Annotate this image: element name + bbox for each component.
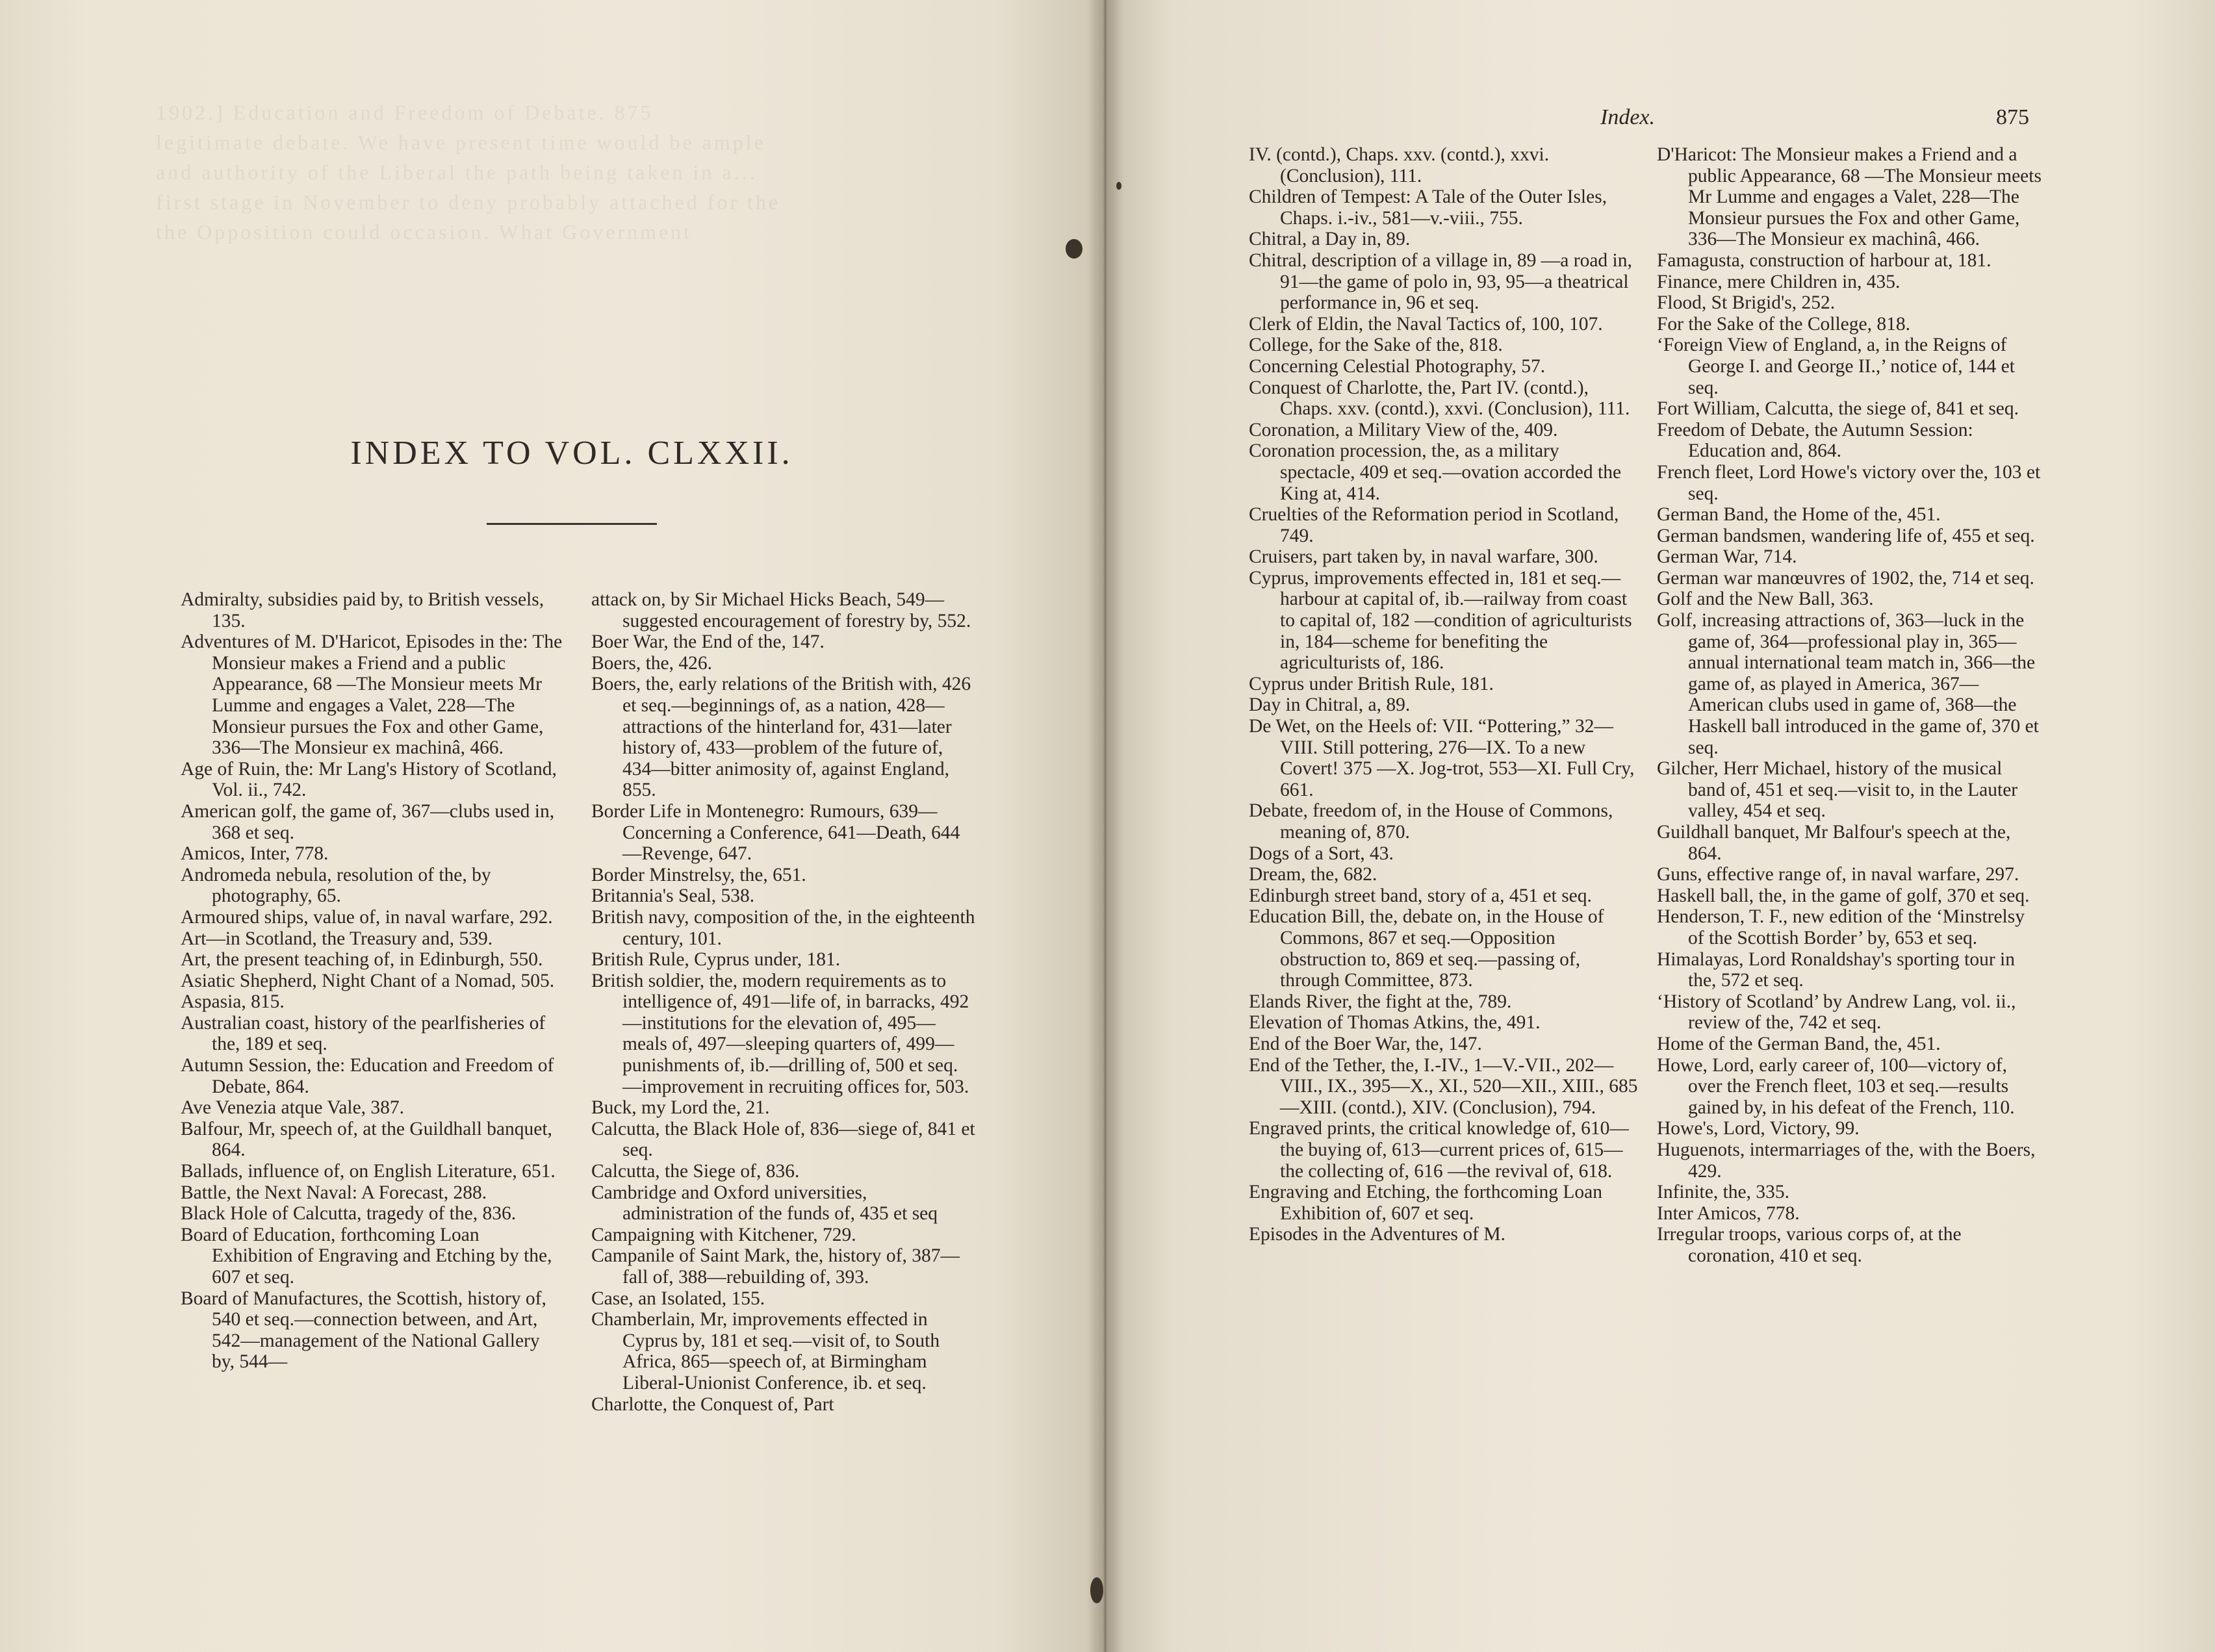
index-entry: De Wet, on the Heels of: VII. “Pottering,” 32—VIII. Still pottering, 276—IX. To a new Covert! 375 —X. Jog-trot, 553—XI. Full Cry, 661. <box>1249 716 1635 800</box>
show-through-line: legitimate debate. We have present time would be ample <box>156 131 766 154</box>
index-entry: Autumn Session, the: Education and Freedom of Debate, 864. <box>181 1055 554 1097</box>
index-entry: Board of Education, forthcoming Loan Exhibition of Engraving and Etching by the, 607 et seq. <box>181 1224 552 1288</box>
index-entry: German War, 714. <box>1657 546 1797 568</box>
index-entry: Case, an Isolated, 155. <box>591 1288 765 1309</box>
index-entry: Britannia's Seal, 538. <box>591 885 755 907</box>
index-entry: Children of Tempest: A Tale of the Outer Isles, Chaps. i.-iv., 581—v.-viii., 755. <box>1249 186 1607 229</box>
binding-mark <box>1090 1577 1103 1603</box>
index-entry: D'Haricot: The Monsieur makes a Friend and a public Appearance, 68 —The Monsieur meets Mr Lumme and engages a Valet, 228—The Monsieur pursues the Fox and other Game, 336—The Monsieur ex machinâ, 466. <box>1657 144 2042 250</box>
index-entry: Australian coast, history of the pearlfisheries of the, 189 et seq. <box>181 1012 546 1055</box>
index-entry: British Rule, Cyprus under, 181. <box>591 949 841 971</box>
index-entry: Campaigning with Kitchener, 729. <box>591 1224 856 1245</box>
index-entry: British navy, composition of the, in the eighteenth century, 101. <box>591 906 975 949</box>
index-entry: Ballads, influence of, on English Literature, 651. <box>181 1161 556 1182</box>
page-number: 875 <box>1996 105 2029 129</box>
index-entry: Finance, mere Children in, 435. <box>1657 271 1901 292</box>
index-entry: Cyprus, improvements effected in, 181 et seq.—harbour at capital of, ib.—railway from coast to capital of, 182 —condition of agriculturists in, 184—scheme for benefiting the agriculturists of, 186. <box>1249 567 1632 674</box>
index-entry: Cruisers, part taken by, in naval warfare, 300. <box>1249 546 1598 568</box>
index-entry: American golf, the game of, 367—clubs used in, 368 et seq. <box>181 800 555 843</box>
index-entry: ‘History of Scotland’ by Andrew Lang, vol. ii., review of the, 742 et seq. <box>1657 991 2016 1034</box>
index-entry: Gilcher, Herr Michael, history of the musical band of, 451 et seq.—visit to, in the Lauter valley, 454 et seq. <box>1657 758 2018 822</box>
index-entry: End of the Tether, the, I.-IV., 1—V.-VII., 202—VIII., IX., 395—X., XI., 520—XII., XIII., 685—XIII. (contd.), XIV. (Conclusion), 794. <box>1249 1054 1638 1118</box>
index-entry: Campanile of Saint Mark, the, history of, 387—fall of, 388—rebuilding of, 393. <box>591 1245 960 1288</box>
index-entry: Boers, the, 426. <box>591 652 712 674</box>
index-entry: Coronation, a Military View of the, 409. <box>1249 419 1558 440</box>
index-entry: Amicos, Inter, 778. <box>181 843 329 865</box>
show-through-line: the Opposition could occasion. What Government <box>156 220 693 244</box>
index-entry: Cruelties of the Reformation period in Scotland, 749. <box>1249 504 1619 546</box>
left-column-1 <box>181 589 564 1373</box>
show-through-line: first stage in November to deny probably attached for the <box>156 190 781 214</box>
index-entry: End of the Boer War, the, 147. <box>1249 1033 1482 1054</box>
index-entry: Concerning Celestial Photography, 57. <box>1249 355 1546 377</box>
index-entry: Dogs of a Sort, 43. <box>1249 843 1394 864</box>
index-entry: Howe's, Lord, Victory, 99. <box>1657 1118 1860 1139</box>
index-entry: Adventures of M. D'Haricot, Episodes in the: The Monsieur makes a Friend and a public Appearance, 68 —The Monsieur meets Mr Lumme and engages a Valet, 228—The Monsieur pursues the Fox and other Game, 336—The Monsieur ex machinâ, 466. <box>181 631 563 759</box>
binding-mark <box>1066 239 1082 259</box>
index-entry: Guildhall banquet, Mr Balfour's speech at the, 864. <box>1657 822 2011 864</box>
right-page <box>1105 0 2215 1652</box>
binding-mark <box>1116 182 1121 190</box>
index-entry: Clerk of Eldin, the Naval Tactics of, 100, 107. <box>1249 313 1603 335</box>
show-through-line: and authority of the Liberal the path being taken in a... <box>156 160 758 184</box>
index-entry: Himalayas, Lord Ronaldshay's sporting tour in the, 572 et seq. <box>1657 948 2015 991</box>
index-entry: Chamberlain, Mr, improvements effected in Cyprus by, 181 et seq.—visit of, to South Africa, 865—speech of, at Birmingham Liberal-Unionist Conference, ib. et seq. <box>591 1309 940 1393</box>
index-entry: German war manœuvres of 1902, the, 714 et seq. <box>1657 567 2034 589</box>
index-entry: Balfour, Mr, speech of, at the Guildhall banquet, 864. <box>181 1118 552 1161</box>
right-column-1 <box>1249 144 1639 1245</box>
index-entry: Aspasia, 815. <box>181 991 285 1013</box>
index-entry: Calcutta, the Black Hole of, 836—siege of, 841 et seq. <box>591 1118 975 1161</box>
index-title-block <box>338 434 806 525</box>
index-entry: Freedom of Debate, the Autumn Session: Education and, 864. <box>1657 419 1973 462</box>
index-entry: Golf, increasing attractions of, 363—luck in the game of, 364—professional play in, 365—annual international team match in, 366—the game of, as played in America, 367—American clubs used in game of, 368—the Haskell ball introduced in the game of, 370 et seq. <box>1657 610 2039 758</box>
show-through-text <box>156 97 1001 247</box>
index-entry: For the Sake of the College, 818. <box>1657 313 1910 335</box>
index-entry: Fort William, Calcutta, the siege of, 841 et seq. <box>1657 398 2019 420</box>
title-rule <box>487 523 657 525</box>
index-entry: Admiralty, subsidies paid by, to British vessels, 135. <box>181 589 544 631</box>
index-entry: Border Minstrelsy, the, 651. <box>591 864 806 885</box>
index-entry: Cyprus under British Rule, 181. <box>1249 673 1494 694</box>
index-entry: British soldier, the, modern requirements as to intelligence of, 491—life of, in barracks, 492—institutions for the elevation of, 495—meals of, 497—sleeping quarters of, 499—punishments of, ib.—drilling of, 500 et seq.—improvement in recruiting offices for, 503. <box>591 970 969 1097</box>
index-entry: Border Life in Montenegro: Rumours, 639—Concerning a Conference, 641—Death, 644—Revenge, 647. <box>591 800 960 865</box>
index-entry: German bandsmen, wandering life of, 455 et seq. <box>1657 525 2035 546</box>
index-entry: Elands River, the fight at the, 789. <box>1249 991 1512 1012</box>
running-title: Index. <box>1600 105 1656 129</box>
index-entry: College, for the Sake of the, 818. <box>1249 335 1503 356</box>
book-gutter <box>1086 0 1124 1652</box>
index-entry: Chitral, a Day in, 89. <box>1249 229 1411 250</box>
index-entry: Ave Venezia atque Vale, 387. <box>181 1097 405 1119</box>
index-entry: Armoured ships, value of, in naval warfare, 292. <box>181 906 553 928</box>
index-entry: Board of Manufactures, the Scottish, history of, 540 et seq.—connection between, and Art, 542—management of the National Gallery by, 544— <box>181 1288 546 1373</box>
index-entry: Huguenots, intermarriages of the, with the Boers, 429. <box>1657 1139 2036 1182</box>
index-entry: Chitral, description of a village in, 89 —a road in, 91—the game of polo in, 93, 95—a theatrical performance in, 96 et seq. <box>1249 249 1632 314</box>
index-entry: Engraving and Etching, the forthcoming Loan Exhibition of, 607 et seq. <box>1249 1182 1602 1224</box>
index-entry: Infinite, the, 335. <box>1657 1182 1789 1203</box>
index-entry: Elevation of Thomas Atkins, the, 491. <box>1249 1012 1541 1034</box>
index-entry: Cambridge and Oxford universities, administration of the funds of, 435 et seq <box>591 1182 938 1225</box>
left-page <box>0 0 1105 1652</box>
index-entry: Flood, St Brigid's, 252. <box>1657 292 1836 314</box>
index-entry: Conquest of Charlotte, the, Part IV. (contd.), Chaps. xxv. (contd.), xxvi. (Conclusion), 111. <box>1249 377 1630 420</box>
index-entry: Edinburgh street band, story of a, 451 et seq. <box>1249 885 1592 906</box>
index-entry: Coronation procession, the, as a military spectacle, 409 et seq.—ovation accorded the King at, 414. <box>1249 440 1622 504</box>
show-through-line: 1902.] Education and Freedom of Debate. 875 <box>156 101 654 124</box>
index-entry: Art—in Scotland, the Treasury and, 539. <box>181 928 493 949</box>
index-entry: Home of the German Band, the, 451. <box>1657 1033 1941 1054</box>
index-entry: Andromeda nebula, resolution of the, by photography, 65. <box>181 864 491 907</box>
index-entry: attack on, by Sir Michael Hicks Beach, 549—suggested encouragement of forestry by, 552. <box>591 589 971 631</box>
index-title: INDEX TO VOL. CLXXII. <box>350 435 793 472</box>
index-entry: Henderson, T. F., new edition of the ‘Minstrelsy of the Scottish Border’ by, 653 et seq. <box>1657 906 2025 948</box>
right-column-2 <box>1657 144 2043 1266</box>
index-entry: Golf and the New Ball, 363. <box>1657 589 1874 610</box>
index-entry: Debate, freedom of, in the House of Commons, meaning of, 870. <box>1249 800 1613 843</box>
index-entry: Haskell ball, the, in the game of golf, 370 et seq. <box>1657 885 2030 906</box>
index-entry: Age of Ruin, the: Mr Lang's History of Scotland, Vol. ii., 742. <box>181 758 557 801</box>
index-entry: ‘Foreign View of England, a, in the Reigns of George I. and George II.,’ notice of, 144 et seq. <box>1657 335 2015 398</box>
index-entry: Irregular troops, various corps of, at the coronation, 410 et seq. <box>1657 1224 1962 1266</box>
index-entry: Asiatic Shepherd, Night Chant of a Nomad, 505. <box>181 970 555 991</box>
index-entry: Episodes in the Adventures of M. <box>1249 1224 1505 1245</box>
index-entry: Inter Amicos, 778. <box>1657 1202 1800 1224</box>
index-entry: Dream, the, 682. <box>1249 864 1377 885</box>
index-entry: IV. (contd.), Chaps. xxv. (contd.), xxvi. (Conclusion), 111. <box>1249 144 1550 186</box>
index-entry: Howe, Lord, early career of, 100—victory of, over the French fleet, 103 et seq.—results gained by, in his defeat of the French, 110. <box>1657 1054 2015 1118</box>
index-entry: Day in Chitral, a, 89. <box>1249 694 1411 716</box>
index-entry: Calcutta, the Siege of, 836. <box>591 1161 800 1182</box>
index-entry: Black Hole of Calcutta, tragedy of the, 836. <box>181 1203 517 1225</box>
index-entry: Art, the present teaching of, in Edinburgh, 550. <box>181 949 543 971</box>
index-entry: Guns, effective range of, in naval warfare, 297. <box>1657 864 2019 885</box>
left-column-2 <box>591 589 976 1415</box>
index-entry: Buck, my Lord the, 21. <box>591 1097 770 1119</box>
index-entry: Boer War, the End of the, 147. <box>591 631 825 653</box>
index-entry: French fleet, Lord Howe's victory over the, 103 et seq. <box>1657 461 2041 504</box>
index-entry: Boers, the, early relations of the British with, 426 et seq.—beginnings of, as a nation, 428—attractions of the hinterland for, 431—later history of, 433—problem of the future of, 434—bitter animosity of, against England, 855. <box>591 674 971 801</box>
index-entry: Battle, the Next Naval: A Forecast, 288. <box>181 1182 487 1203</box>
index-entry: Education Bill, the, debate on, in the House of Commons, 867 et seq.—Opposition obstruction to, 869 et seq.—passing of, through Committee, 873. <box>1249 906 1604 991</box>
index-entry: Famagusta, construction of harbour at, 181. <box>1657 249 1991 271</box>
index-entry: Engraved prints, the critical knowledge of, 610—the buying of, 613—current prices of, 615—the collecting of, 616 —the revival of, 618. <box>1249 1118 1629 1182</box>
index-entry: Charlotte, the Conquest of, Part <box>591 1393 834 1415</box>
index-entry: German Band, the Home of the, 451. <box>1657 504 1941 526</box>
